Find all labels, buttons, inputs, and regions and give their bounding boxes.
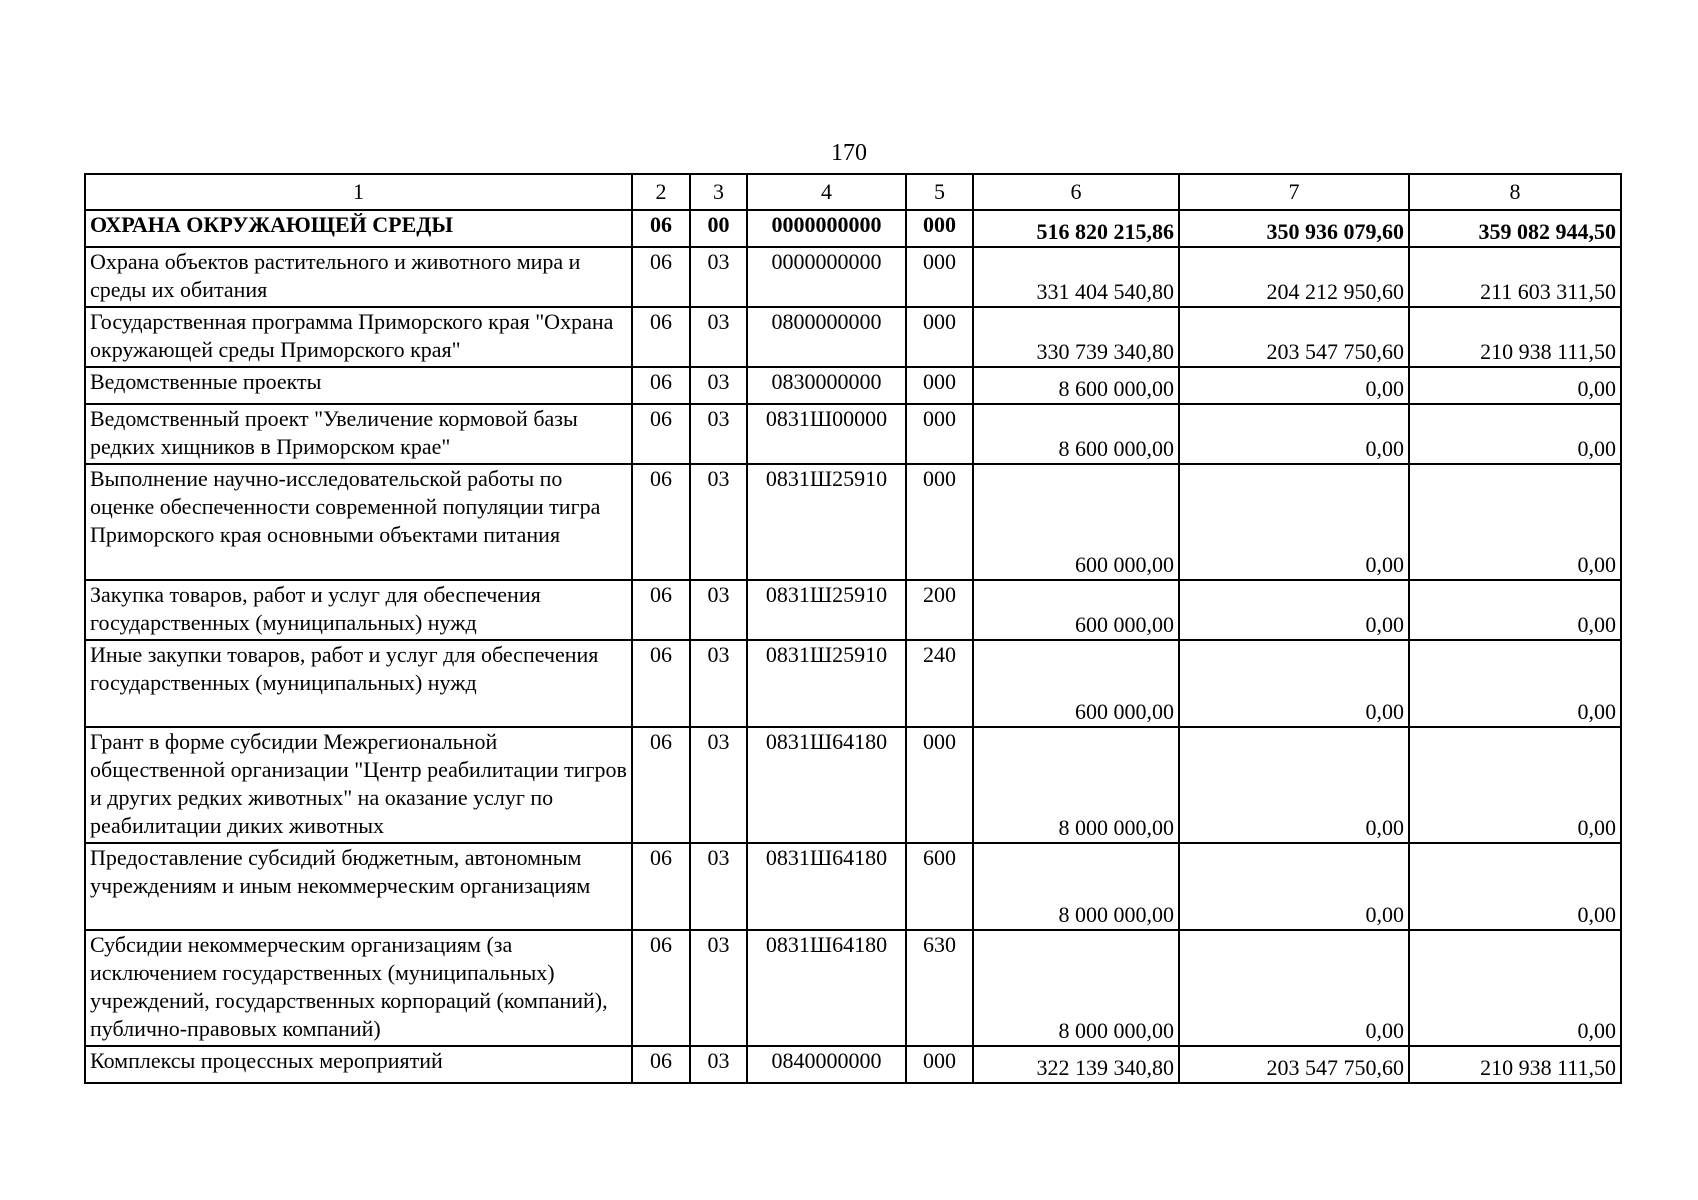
target-article-code: 0831Ш00000 [747, 404, 906, 464]
section-code: 06 [632, 464, 690, 580]
column-header: 6 [973, 174, 1179, 210]
amount-year-1: 516 820 215,86 [973, 210, 1179, 247]
amount-year-1: 8 600 000,00 [973, 404, 1179, 464]
subsection-code: 03 [690, 404, 747, 464]
target-article-code: 0831Ш25910 [747, 464, 906, 580]
amount-year-2: 0,00 [1179, 367, 1409, 404]
expense-type-code: 240 [906, 640, 973, 727]
amount-year-1: 8 600 000,00 [973, 367, 1179, 404]
target-article-code: 0800000000 [747, 307, 906, 367]
table-row [85, 404, 1621, 464]
column-header: 5 [906, 174, 973, 210]
target-article-code: 0831Ш64180 [747, 727, 906, 843]
table-row [85, 210, 1621, 247]
expense-type-code: 000 [906, 247, 973, 307]
expense-type-code: 000 [906, 210, 973, 247]
column-header: 1 [85, 174, 632, 210]
column-header: 8 [1409, 174, 1621, 210]
table-row [85, 247, 1621, 307]
section-code: 06 [632, 307, 690, 367]
section-code: 06 [632, 367, 690, 404]
table-row [85, 727, 1621, 843]
target-article-code: 0000000000 [747, 247, 906, 307]
amount-year-1: 600 000,00 [973, 640, 1179, 727]
row-name: Грант в форме субсидии Межрегиональной общественной организации "Центр реабилитации тигров и других редких животных" на оказание услуг по реабилитации диких животных [85, 727, 632, 843]
section-code: 06 [632, 580, 690, 640]
expense-type-code: 200 [906, 580, 973, 640]
amount-year-3: 211 603 311,50 [1409, 247, 1621, 307]
section-code: 06 [632, 727, 690, 843]
target-article-code: 0831Ш25910 [747, 640, 906, 727]
subsection-code: 03 [690, 580, 747, 640]
table-row [85, 580, 1621, 640]
subsection-code: 03 [690, 930, 747, 1046]
expense-type-code: 630 [906, 930, 973, 1046]
amount-year-3: 0,00 [1409, 727, 1621, 843]
amount-year-2: 0,00 [1179, 843, 1409, 930]
row-name: Комплексы процессных мероприятий [85, 1046, 632, 1083]
expense-type-code: 000 [906, 727, 973, 843]
target-article-code: 0831Ш25910 [747, 580, 906, 640]
expense-type-code: 000 [906, 404, 973, 464]
table-row [85, 307, 1621, 367]
row-name: Охрана объектов растительного и животного мира и среды их обитания [85, 247, 632, 307]
target-article-code: 0830000000 [747, 367, 906, 404]
target-article-code: 0831Ш64180 [747, 930, 906, 1046]
column-header: 2 [632, 174, 690, 210]
table-row [85, 640, 1621, 727]
page-number: 170 [831, 140, 867, 166]
row-name: ОХРАНА ОКРУЖАЮЩЕЙ СРЕДЫ [85, 210, 632, 247]
section-code: 06 [632, 843, 690, 930]
subsection-code: 00 [690, 210, 747, 247]
amount-year-1: 600 000,00 [973, 580, 1179, 640]
expense-type-code: 600 [906, 843, 973, 930]
expense-type-code: 000 [906, 464, 973, 580]
amount-year-2: 203 547 750,60 [1179, 307, 1409, 367]
row-name: Иные закупки товаров, работ и услуг для обеспечения государственных (муниципальных) нужд [85, 640, 632, 727]
table-row [85, 464, 1621, 580]
amount-year-3: 0,00 [1409, 464, 1621, 580]
subsection-code: 03 [690, 843, 747, 930]
row-name: Государственная программа Приморского края "Охрана окружающей среды Приморского края" [85, 307, 632, 367]
amount-year-2: 204 212 950,60 [1179, 247, 1409, 307]
row-name: Ведомственный проект "Увеличение кормовой базы редких хищников в Приморском крае" [85, 404, 632, 464]
section-code: 06 [632, 210, 690, 247]
amount-year-1: 330 739 340,80 [973, 307, 1179, 367]
amount-year-3: 0,00 [1409, 404, 1621, 464]
section-code: 06 [632, 930, 690, 1046]
row-name: Закупка товаров, работ и услуг для обеспечения государственных (муниципальных) нужд [85, 580, 632, 640]
table-row [85, 843, 1621, 930]
column-header: 3 [690, 174, 747, 210]
amount-year-2: 0,00 [1179, 640, 1409, 727]
amount-year-3: 359 082 944,50 [1409, 210, 1621, 247]
subsection-code: 03 [690, 307, 747, 367]
section-code: 06 [632, 1046, 690, 1083]
budget-table [84, 173, 1622, 1084]
table-row [85, 367, 1621, 404]
row-name: Выполнение научно-исследовательской работы по оценке обеспеченности современной популяции тигра Приморского края основными объектами питания [85, 464, 632, 580]
amount-year-2: 0,00 [1179, 580, 1409, 640]
amount-year-3: 0,00 [1409, 640, 1621, 727]
amount-year-2: 0,00 [1179, 404, 1409, 464]
row-name: Ведомственные проекты [85, 367, 632, 404]
amount-year-2: 0,00 [1179, 727, 1409, 843]
column-header: 7 [1179, 174, 1409, 210]
target-article-code: 0000000000 [747, 210, 906, 247]
subsection-code: 03 [690, 247, 747, 307]
section-code: 06 [632, 247, 690, 307]
amount-year-3: 0,00 [1409, 367, 1621, 404]
amount-year-3: 210 938 111,50 [1409, 1046, 1621, 1083]
amount-year-1: 331 404 540,80 [973, 247, 1179, 307]
amount-year-3: 0,00 [1409, 843, 1621, 930]
expense-type-code: 000 [906, 1046, 973, 1083]
amount-year-3: 0,00 [1409, 930, 1621, 1046]
table-row [85, 930, 1621, 1046]
amount-year-3: 210 938 111,50 [1409, 307, 1621, 367]
section-code: 06 [632, 640, 690, 727]
target-article-code: 0831Ш64180 [747, 843, 906, 930]
target-article-code: 0840000000 [747, 1046, 906, 1083]
amount-year-2: 203 547 750,60 [1179, 1046, 1409, 1083]
amount-year-3: 0,00 [1409, 580, 1621, 640]
subsection-code: 03 [690, 464, 747, 580]
expense-type-code: 000 [906, 367, 973, 404]
amount-year-1: 8 000 000,00 [973, 930, 1179, 1046]
column-header: 4 [747, 174, 906, 210]
subsection-code: 03 [690, 640, 747, 727]
amount-year-1: 600 000,00 [973, 464, 1179, 580]
table-header-row [85, 174, 1621, 210]
subsection-code: 03 [690, 727, 747, 843]
subsection-code: 03 [690, 367, 747, 404]
amount-year-1: 8 000 000,00 [973, 727, 1179, 843]
subsection-code: 03 [690, 1046, 747, 1083]
amount-year-1: 322 139 340,80 [973, 1046, 1179, 1083]
row-name: Субсидии некоммерческим организациям (за исключением государственных (муниципальных) учреждений, государственных корпораций (компаний), публично-правовых компаний) [85, 930, 632, 1046]
amount-year-1: 8 000 000,00 [973, 843, 1179, 930]
section-code: 06 [632, 404, 690, 464]
table-row [85, 1046, 1621, 1083]
amount-year-2: 0,00 [1179, 464, 1409, 580]
amount-year-2: 0,00 [1179, 930, 1409, 1046]
amount-year-2: 350 936 079,60 [1179, 210, 1409, 247]
expense-type-code: 000 [906, 307, 973, 367]
row-name: Предоставление субсидий бюджетным, автономным учреждениям и иным некоммерческим организациям [85, 843, 632, 930]
